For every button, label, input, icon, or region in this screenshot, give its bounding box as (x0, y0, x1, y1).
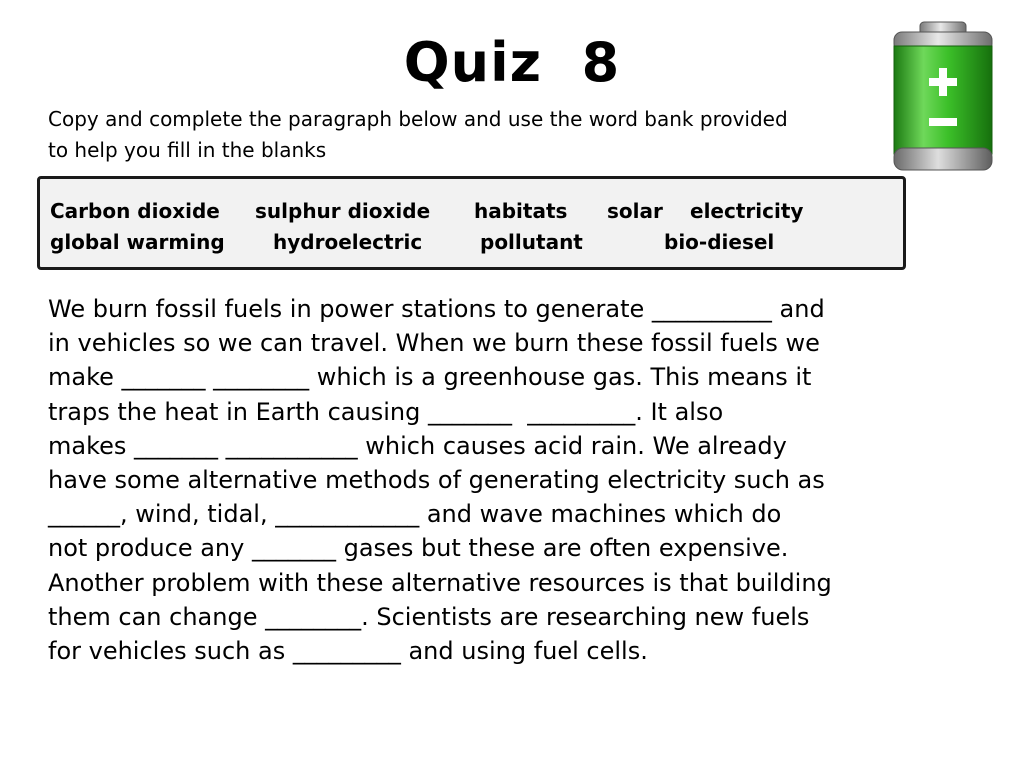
minus-icon (929, 118, 957, 126)
word-bank-item: electricity (690, 199, 804, 223)
paragraph-line: not produce any _______ gases but these are often expensive. (48, 534, 789, 563)
paragraph-line: traps the heat in Earth causing _______ _________. It also (48, 397, 724, 426)
paragraph-line: make _______ ________ which is a greenhouse gas. This means it (48, 363, 812, 392)
battery-icon (890, 20, 998, 175)
word-bank-item: sulphur dioxide (255, 199, 431, 223)
word-bank-item: Carbon dioxide (50, 199, 220, 223)
paragraph-line: in vehicles so we can travel. When we burn these fossil fuels we (48, 329, 820, 358)
word-bank-item: global warming (50, 230, 225, 254)
paragraph-line: We burn fossil fuels in power stations to generate __________ and (48, 295, 825, 323)
quiz-paragraph (48, 292, 978, 668)
word-bank-item: habitats (474, 199, 568, 223)
paragraph-line: them can change ________. Scientists are researching new fuels (48, 602, 810, 631)
paragraph-line: makes _______ ___________ which causes acid rain. We already (48, 431, 787, 460)
paragraph-line: ______, wind, tidal, ____________ and wave machines which do (48, 500, 782, 529)
word-bank (37, 176, 906, 270)
instructions (48, 104, 898, 166)
page-title: Quiz 8 (403, 31, 621, 94)
paragraph-line: for vehicles such as _________ and using fuel cells. (48, 637, 648, 666)
instructions-line-2: to help you fill in the blanks (48, 138, 327, 162)
instructions-line-1: Copy and complete the paragraph below and use the word bank provided (48, 107, 788, 131)
word-bank-item: pollutant (480, 230, 583, 254)
word-bank-item: solar (607, 199, 663, 223)
word-bank-item: bio-diesel (664, 230, 775, 254)
word-bank-item: hydroelectric (273, 230, 423, 254)
paragraph-line: have some alternative methods of generating electricity such as (48, 466, 825, 495)
paragraph-line: Another problem with these alternative resources is that building (48, 568, 832, 597)
